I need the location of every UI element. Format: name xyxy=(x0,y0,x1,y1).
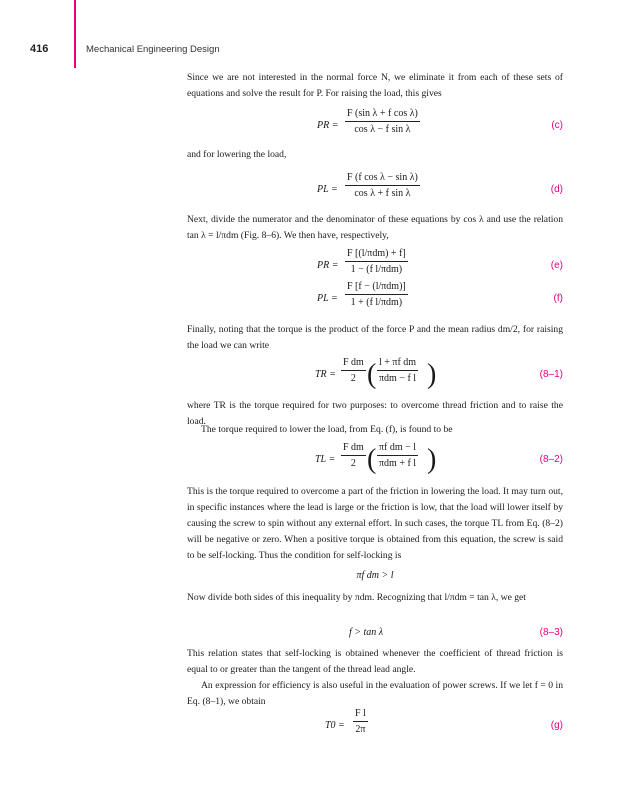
paragraph-10: An expression for efficiency is also useful in the evaluation of power screws. If we let f = 0 in Eq. (8–1), we obtain xyxy=(187,680,563,707)
equation-d xyxy=(187,172,563,212)
equation-lhs: T0 = xyxy=(325,720,345,731)
running-title: Mechanical Engineering Design xyxy=(86,44,220,55)
page-number: 416 xyxy=(30,43,49,55)
paragraph-6: The torque required to lower the load, from Eq. (f), is found to be xyxy=(201,424,453,435)
paragraph-2: and for lowering the load, xyxy=(187,149,287,160)
denominator: πdm − f l xyxy=(379,373,417,384)
fraction-bar xyxy=(345,185,420,186)
equation-lhs: PL = xyxy=(317,184,338,195)
equation-lhs: PR = xyxy=(317,120,339,131)
equation-f xyxy=(187,281,563,321)
right-paren: ) xyxy=(427,444,437,475)
fraction xyxy=(345,172,420,199)
paragraph-5: where TR is the torque required for two purposes: to overcome thread friction and to raise the load. xyxy=(187,400,563,427)
right-paren: ) xyxy=(427,359,437,390)
fraction-bar xyxy=(353,721,368,722)
denominator: cos λ + f sin λ xyxy=(354,188,411,199)
paragraph-9: This relation states that self-locking is obtained whenever the coefficient of thread friction is equal to or greater than the tangent of the thread lead angle. xyxy=(187,648,563,675)
fraction-bar xyxy=(377,370,418,371)
equation-g xyxy=(187,708,563,748)
fraction-coefficient xyxy=(341,357,366,384)
denominator: 2 xyxy=(350,458,356,469)
numerator: πf dm − l xyxy=(379,442,417,453)
fraction xyxy=(377,442,418,469)
fraction-bar xyxy=(341,370,366,371)
fraction-bar xyxy=(345,261,408,262)
numerator: F [f − (l/πdm)] xyxy=(347,281,406,292)
equation-tag: (8–3) xyxy=(539,627,563,638)
equation-lhs: TL = xyxy=(315,454,336,465)
equation-c xyxy=(187,108,563,148)
left-paren: ( xyxy=(367,359,377,390)
paragraph-8: Now divide both sides of this inequality by πdm. Recognizing that l/πdm = tan λ, we get xyxy=(187,592,526,603)
fraction xyxy=(345,108,420,135)
numerator: l + πf dm xyxy=(379,357,417,368)
equation-8-2 xyxy=(187,442,563,482)
paragraph-7: This is the torque required to overcome a part of the friction in lowering the load. It may turn out, in specific instances where the lead is large or the friction is low, that the load will lower itself by causing the screw to spin without any external effort. In such cases, the torque TL from Eq. (8–2) will be negative or zero. When a positive torque is obtained from this equation, the screw is said to be self-locking. Thus the condition for self-locking is xyxy=(187,486,563,561)
denominator: 1 − (f l/πdm) xyxy=(350,264,403,275)
denominator: 2 xyxy=(350,373,356,384)
equation-tag: (d) xyxy=(550,184,563,195)
equation-lhs: PL = xyxy=(317,293,338,304)
paragraph-4: Finally, noting that the torque is the product of the force P and the mean radius dm/2, for raising the load we can write xyxy=(187,324,563,351)
denominator: 1 + (f l/πdm) xyxy=(350,297,403,308)
denominator: 2π xyxy=(355,724,366,735)
fraction xyxy=(345,281,408,308)
fraction xyxy=(345,248,408,275)
equation-lhs: TR = xyxy=(315,369,336,380)
left-paren: ( xyxy=(367,444,377,475)
fraction xyxy=(353,708,368,735)
equation-text: f > tan λ xyxy=(349,627,384,638)
denominator: πdm + f l xyxy=(379,458,417,469)
self-locking-condition: πf dm > l xyxy=(356,570,394,581)
equation-8-1 xyxy=(187,357,563,397)
fraction-bar xyxy=(377,455,418,456)
equation-tag: (g) xyxy=(550,720,563,731)
equation-8-3 xyxy=(187,624,563,644)
paragraph-3: Next, divide the numerator and the denominator of these equations by cos λ and use the relation tan λ = l/πdm (Fig. 8–6). We then have, respectively, xyxy=(187,214,563,241)
equation-tag: (8–1) xyxy=(539,369,563,380)
fraction-bar xyxy=(341,455,366,456)
equation-tag: (e) xyxy=(550,260,563,271)
equation-lhs: PR = xyxy=(317,260,339,271)
numerator: F dm xyxy=(343,357,364,368)
fraction-bar xyxy=(345,121,420,122)
paragraph-1: Since we are not interested in the normal force N, we eliminate it from each of these sets of equations and solve the result for P. For raising the load, this gives xyxy=(187,72,563,99)
numerator: F dm xyxy=(343,442,364,453)
equation-tag: (c) xyxy=(551,120,563,131)
margin-rule xyxy=(74,0,76,68)
numerator: F l xyxy=(355,708,366,719)
equation-tag: (f) xyxy=(553,293,563,304)
fraction-coefficient xyxy=(341,442,366,469)
denominator: cos λ − f sin λ xyxy=(354,124,411,135)
numerator: F [(l/πdm) + f] xyxy=(347,248,406,259)
equation-tag: (8–2) xyxy=(539,454,563,465)
fraction xyxy=(377,357,418,384)
numerator: F (sin λ + f cos λ) xyxy=(347,108,418,119)
numerator: F (f cos λ − sin λ) xyxy=(347,172,418,183)
fraction-bar xyxy=(345,294,408,295)
